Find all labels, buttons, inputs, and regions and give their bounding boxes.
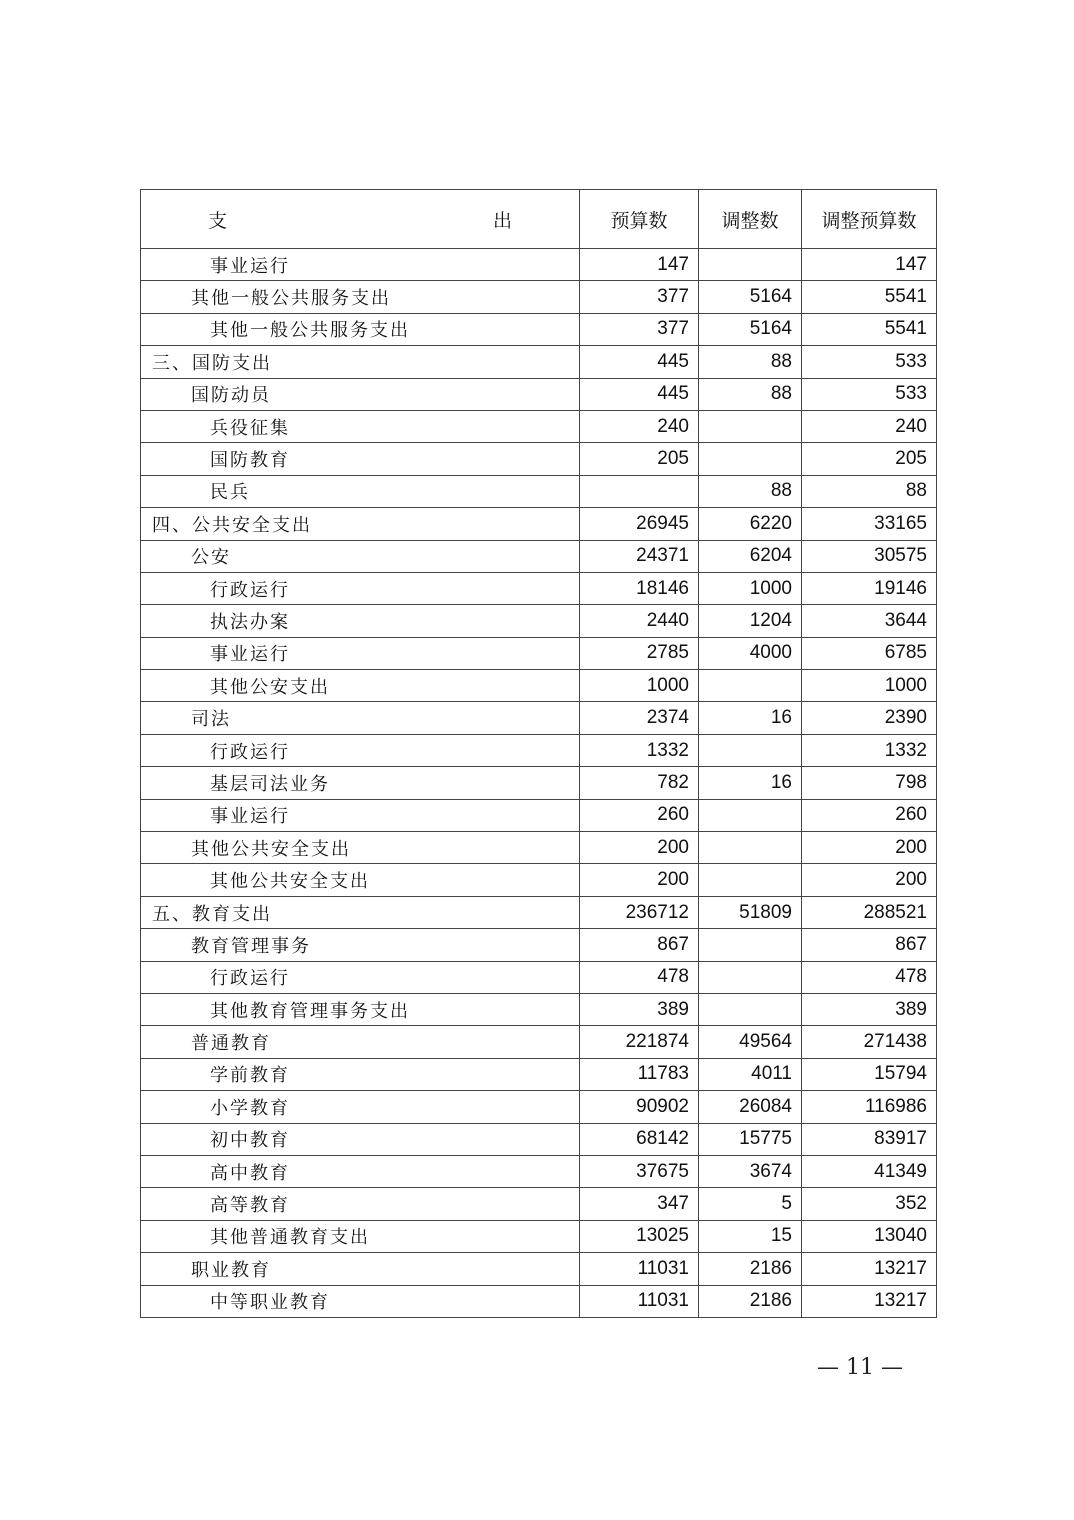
adjusted-budget-value: 147 [802,249,937,281]
adjust-value: 15775 [699,1123,802,1155]
table-row [141,378,937,410]
adjust-value: 5 [699,1188,802,1220]
item-name: 教育管理事务 [141,929,580,961]
budget-value: 24371 [580,540,699,572]
adjusted-budget-value: 5541 [802,313,937,345]
table-row [141,1188,937,1220]
adjust-value [699,734,802,766]
table-row [141,346,937,378]
adjust-value: 1204 [699,605,802,637]
adjusted-budget-value: 30575 [802,540,937,572]
table-header [141,190,937,249]
adjusted-budget-value: 260 [802,799,937,831]
adjusted-budget-value: 288521 [802,896,937,928]
adjust-value: 26084 [699,1091,802,1123]
header-adjusted-budget: 调整预算数 [802,190,937,249]
item-name: 事业运行 [141,249,580,281]
adjusted-budget-value: 478 [802,961,937,993]
adjust-value: 5164 [699,281,802,313]
adjust-value: 88 [699,475,802,507]
table-row [141,1285,937,1317]
adjust-value [699,443,802,475]
adjust-value [699,961,802,993]
table-row [141,540,937,572]
item-name: 国防教育 [141,443,580,475]
adjusted-budget-value: 205 [802,443,937,475]
adjust-value: 2186 [699,1285,802,1317]
adjust-value: 16 [699,767,802,799]
budget-value: 2785 [580,637,699,669]
adjust-value: 5164 [699,313,802,345]
adjusted-budget-value: 200 [802,832,937,864]
adjust-value: 88 [699,346,802,378]
adjusted-budget-value: 116986 [802,1091,937,1123]
page-number: — 11 — [817,1355,903,1380]
table-row [141,799,937,831]
adjust-value [699,993,802,1025]
budget-value: 221874 [580,1026,699,1058]
budget-value: 2440 [580,605,699,637]
adjusted-budget-value: 200 [802,864,937,896]
table-row [141,1026,937,1058]
table-row [141,896,937,928]
adjust-value: 1000 [699,572,802,604]
budget-value: 18146 [580,572,699,604]
item-name: 其他普通教育支出 [141,1220,580,1252]
adjusted-budget-value: 240 [802,410,937,442]
adjust-value: 6220 [699,508,802,540]
item-name: 行政运行 [141,734,580,766]
budget-value: 1332 [580,734,699,766]
item-name: 其他公共安全支出 [141,832,580,864]
item-name: 行政运行 [141,961,580,993]
adjusted-budget-value: 798 [802,767,937,799]
table-row [141,508,937,540]
budget-value: 478 [580,961,699,993]
table-row [141,313,937,345]
adjust-value [699,929,802,961]
item-name: 其他教育管理事务支出 [141,993,580,1025]
adjust-value [699,864,802,896]
adjusted-budget-value: 271438 [802,1026,937,1058]
budget-value: 37675 [580,1155,699,1187]
budget-value: 240 [580,410,699,442]
adjust-value [699,799,802,831]
adjust-value [699,410,802,442]
adjusted-budget-value: 533 [802,378,937,410]
item-name: 事业运行 [141,799,580,831]
adjust-value [699,670,802,702]
item-name: 高中教育 [141,1155,580,1187]
budget-value: 90902 [580,1091,699,1123]
adjusted-budget-value: 41349 [802,1155,937,1187]
item-name: 其他公安支出 [141,670,580,702]
budget-value: 200 [580,864,699,896]
table-row [141,410,937,442]
adjusted-budget-value: 1000 [802,670,937,702]
table-row [141,249,937,281]
item-name: 中等职业教育 [141,1285,580,1317]
adjusted-budget-value: 5541 [802,281,937,313]
item-name: 普通教育 [141,1026,580,1058]
budget-value: 236712 [580,896,699,928]
budget-value: 377 [580,281,699,313]
table-row [141,1220,937,1252]
table-row [141,961,937,993]
item-name: 行政运行 [141,572,580,604]
budget-value: 11031 [580,1285,699,1317]
adjust-value: 16 [699,702,802,734]
budget-value: 1000 [580,670,699,702]
item-name: 事业运行 [141,637,580,669]
item-name: 职业教育 [141,1253,580,1285]
adjusted-budget-value: 13040 [802,1220,937,1252]
item-name: 民兵 [141,475,580,507]
adjusted-budget-value: 6785 [802,637,937,669]
item-name: 五、教育支出 [141,896,580,928]
adjust-value: 3674 [699,1155,802,1187]
item-name: 公安 [141,540,580,572]
budget-value: 445 [580,346,699,378]
table-row [141,1155,937,1187]
adjusted-budget-value: 1332 [802,734,937,766]
budget-adjustment-table [140,189,937,1318]
table-row [141,443,937,475]
adjusted-budget-value: 83917 [802,1123,937,1155]
item-name: 执法办案 [141,605,580,637]
adjust-value: 88 [699,378,802,410]
item-name: 初中教育 [141,1123,580,1155]
header-adjust: 调整数 [699,190,802,249]
budget-value: 445 [580,378,699,410]
header-expense-label: 支 出 [207,209,588,232]
adjusted-budget-value: 33165 [802,508,937,540]
table-body [141,249,937,1318]
table-row [141,734,937,766]
header-budget: 预算数 [580,190,699,249]
adjust-value: 15 [699,1220,802,1252]
adjust-value [699,832,802,864]
adjust-value: 51809 [699,896,802,928]
budget-value: 389 [580,993,699,1025]
table-row [141,1123,937,1155]
budget-value: 782 [580,767,699,799]
budget-value: 205 [580,443,699,475]
budget-value: 11031 [580,1253,699,1285]
budget-value: 11783 [580,1058,699,1090]
item-name: 高等教育 [141,1188,580,1220]
table-row [141,993,937,1025]
header-row [141,190,937,249]
table-row [141,605,937,637]
adjust-value: 4011 [699,1058,802,1090]
table-row [141,1091,937,1123]
table-row [141,572,937,604]
budget-value: 200 [580,832,699,864]
adjusted-budget-value: 19146 [802,572,937,604]
adjust-value: 2186 [699,1253,802,1285]
adjusted-budget-value: 15794 [802,1058,937,1090]
budget-value: 147 [580,249,699,281]
budget-value [580,475,699,507]
adjusted-budget-value: 352 [802,1188,937,1220]
budget-value: 2374 [580,702,699,734]
table-row [141,670,937,702]
table-row [141,864,937,896]
adjust-value [699,249,802,281]
adjusted-budget-value: 867 [802,929,937,961]
header-expense [141,190,588,249]
budget-value: 68142 [580,1123,699,1155]
item-name: 司法 [141,702,580,734]
item-name: 其他公共安全支出 [141,864,580,896]
adjust-value: 49564 [699,1026,802,1058]
adjusted-budget-value: 389 [802,993,937,1025]
budget-value: 867 [580,929,699,961]
item-name: 学前教育 [141,1058,580,1090]
item-name: 四、公共安全支出 [141,508,580,540]
table-row [141,702,937,734]
table-row [141,1253,937,1285]
adjusted-budget-value: 88 [802,475,937,507]
item-name: 小学教育 [141,1091,580,1123]
item-name: 其他一般公共服务支出 [141,313,580,345]
budget-value: 347 [580,1188,699,1220]
adjust-value: 6204 [699,540,802,572]
adjusted-budget-value: 13217 [802,1253,937,1285]
table-row [141,637,937,669]
table-row [141,767,937,799]
item-name: 国防动员 [141,378,580,410]
item-name: 三、国防支出 [141,346,580,378]
table-row [141,832,937,864]
table-row [141,929,937,961]
item-name: 兵役征集 [141,410,580,442]
table-row [141,281,937,313]
item-name: 基层司法业务 [141,767,580,799]
adjusted-budget-value: 3644 [802,605,937,637]
adjusted-budget-value: 2390 [802,702,937,734]
budget-value: 13025 [580,1220,699,1252]
item-name: 其他一般公共服务支出 [141,281,580,313]
budget-value: 260 [580,799,699,831]
budget-value: 26945 [580,508,699,540]
table-row [141,475,937,507]
adjusted-budget-value: 533 [802,346,937,378]
budget-value: 377 [580,313,699,345]
adjust-value: 4000 [699,637,802,669]
table-row [141,1058,937,1090]
adjusted-budget-value: 13217 [802,1285,937,1317]
